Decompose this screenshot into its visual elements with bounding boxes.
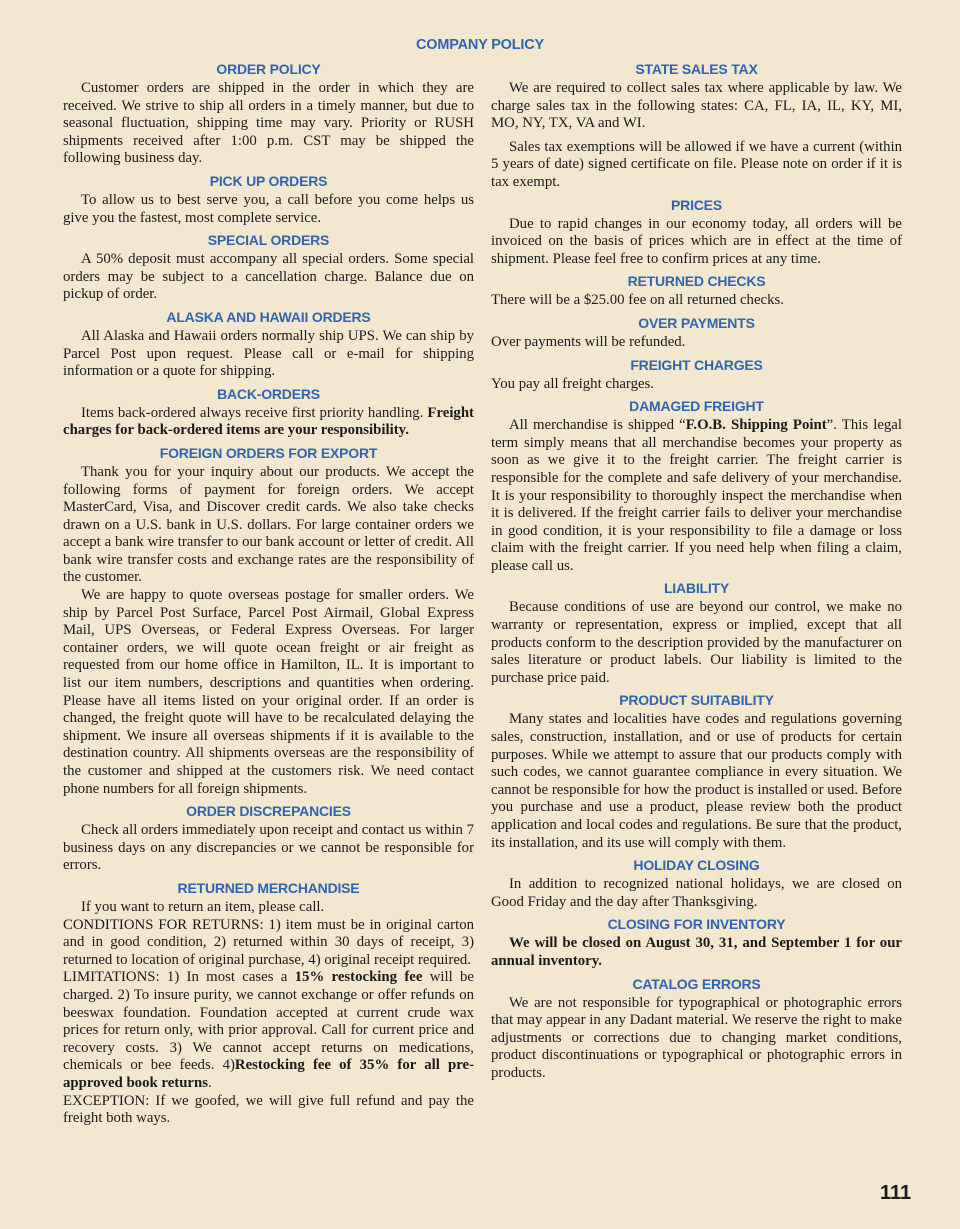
paragraph [63, 969, 474, 1092]
section-title: CATALOG ERRORS [632, 975, 761, 992]
section-special-orders [63, 231, 474, 304]
section-title: LIABILITY [663, 580, 730, 597]
section-returned-checks [491, 272, 902, 310]
section-title: RETURNED CHECKS [627, 273, 766, 290]
section-title: DAMAGED FREIGHT [629, 398, 764, 415]
paragraph [63, 405, 474, 440]
page-number: 111 [880, 1182, 912, 1204]
section-damaged-freight [491, 397, 902, 575]
paragraph: Many states and localities have codes and regulations governing sales, construction, installation, and or use of products for certain purposes. While we attempt to assure that our products comply with such codes, we cannot guarantee compliance in every situation. We cannot be responsible for how the product is installed or used. Before you purchase and use a product, please review both the product application and local codes and regulations. Be sure that the product, its installation, and its use will comply with them. [491, 711, 902, 851]
section-title: ALASKA AND HAWAII ORDERS [166, 308, 371, 325]
section-foreign-orders [63, 444, 474, 798]
paragraph: We are required to collect sales tax where applicable by law. We charge sales tax in the following states: CA, FL, IA, IL, KY, MI, MO, NY, TX, VA and WI. [491, 80, 902, 132]
paragraph: In addition to recognized national holidays, we are closed on Good Friday and the day after Thanksgiving. [491, 876, 902, 910]
paragraph: We are happy to quote overseas postage for smaller orders. We ship by Parcel Post Surface, Parcel Post Airmail, Global Express Mail, UPS Overseas, or Federal Express Overseas. For larger container orders, we will quote ocean freight or air freight as requested from our home office in Hamilton, IL. It is important to list our item numbers, descriptions and quantities when ordering. Please have all items listed on your original order. If an order is changed, the freight quote will have to be recalculated delaying the shipment. We insure all overseas shipments if it is available to the destination country. All shipments overseas are the responsibility of the customer and shipped at the customers risk. We need contact phone numbers for all foreign shipments. [63, 587, 474, 797]
left-column [63, 60, 474, 1128]
paragraph: Due to rapid changes in our economy today, all orders will be invoiced on the basis of prices which are in effect at the time of shipment. Please feel free to confirm prices at any time. [491, 215, 902, 267]
section-title: CLOSING FOR INVENTORY [607, 916, 786, 933]
section-pick-up-orders [63, 172, 474, 227]
paragraph: There will be a $25.00 fee on all returned checks. [491, 292, 784, 309]
bold-text: Freight charges for back-ordered items are your responsibility. [63, 404, 474, 439]
section-liability [491, 579, 902, 687]
text: LIMITATIONS: 1) In most cases a [63, 969, 295, 986]
text: All merchandise is shipped “ [509, 417, 686, 434]
section-title: PRICES [671, 196, 722, 213]
paragraph: We will be closed on August 30, 31, and September 1 for our annual inventory. [491, 935, 902, 969]
paragraph: Thank you for your inquiry about our products. We accept the following forms of payment for foreign orders. We accept MasterCard, Visa, and Discover credit cards. We also take checks drawn on a U.S. bank in U.S. dollars. For large container orders we accept a bank wire transfer to our bank account or letter of credit. All bank wire transfer costs and exchange rates are the responsibility of the customer. [63, 463, 474, 586]
text: will be charged. 2) To insure purity, we cannot exchange or offer refunds on beeswax foundation. Foundation accepted at current crude wax prices for return only, with prior approval. Call for current price and recovery costs. 3) We cannot accept returns on medications, chemicals or bee feeds. 4) [63, 969, 474, 1074]
paragraph: If you want to return an item, please call. [81, 898, 325, 915]
section-title: ORDER DISCREPANCIES [186, 803, 351, 820]
paragraph: CONDITIONS FOR RETURNS: 1) item must be in original carton and in good condition, 2) returned within 30 days of receipt, 3) returned to location of original purchase, 4) original receipt required. [63, 916, 474, 968]
section-title: OVER PAYMENTS [638, 314, 755, 331]
section-state-sales-tax [491, 60, 902, 192]
paragraph: Customer orders are shipped in the order in which they are received. We strive to ship all orders in a timely manner, but due to seasonal fluctuation, shipping time may vary. Priority or RUSH shipments received after 1:00 p.m. CST may be shipped the following business day. [63, 80, 474, 167]
section-title: ORDER POLICY [216, 61, 321, 77]
section-product-suitability [491, 691, 902, 852]
bold-text: F.O.B. Shipping Point [685, 417, 827, 434]
text: ”. This legal term simply means that all merchandise becomes your property as soon as we give it to the freight carrier. The freight carrier is responsible for the complete and safe delivery of your merchandise. It is your responsibility to thoroughly inspect the merchandise when it is delivered. If the freight carrier fails to deliver your merchandise in good condition, it is your responsibility to file a damage or loss claim with the freight carrier. If you need help when filing a claim, please call us. [491, 417, 902, 574]
section-prices [491, 196, 902, 269]
section-catalog-errors [491, 975, 902, 1083]
section-title: SPECIAL ORDERS [207, 232, 330, 249]
section-title: PRODUCT SUITABILITY [619, 692, 774, 709]
section-alaska-hawaii [63, 308, 474, 381]
section-freight-charges [491, 356, 902, 394]
section-order-policy [63, 60, 474, 168]
section-order-discrepancies [63, 802, 474, 875]
paragraph: A 50% deposit must accompany all special orders. Some special orders may be subject to a cancellation charge. Balance due on pickup of order. [63, 251, 474, 303]
text: . [208, 1074, 212, 1091]
section-closing-for-inventory [491, 915, 902, 970]
section-holiday-closing [491, 856, 902, 911]
paragraph: You pay all freight charges. [491, 375, 655, 392]
paragraph [491, 417, 902, 575]
paragraph: To allow us to best serve you, a call before you come helps us give you the fastest, most complete service. [63, 191, 474, 226]
section-title: BACK-ORDERS [217, 385, 320, 402]
section-returned-merchandise [63, 879, 474, 1128]
section-title: RETURNED MERCHANDISE [177, 879, 360, 896]
right-column [491, 60, 902, 1083]
paragraph: Sales tax exemptions will be allowed if we have a current (within 5 years of date) signed certificate on file. Please note on order if it is tax exempt. [491, 138, 902, 190]
section-back-orders [63, 385, 474, 440]
bold-text: Restocking fee of 35% for all pre-approved book returns [63, 1057, 474, 1091]
page-title: COMPANY POLICY [416, 37, 544, 53]
paragraph: Check all orders immediately upon receipt and contact us within 7 business days on any discrepancies or we cannot be responsible for errors. [63, 822, 474, 874]
text: Items back-ordered always receive first priority handling. [81, 404, 424, 421]
section-title: PICK UP ORDERS [209, 172, 328, 189]
section-over-payments [491, 314, 902, 352]
section-title: FOREIGN ORDERS FOR EXPORT [159, 444, 378, 461]
section-title: FREIGHT CHARGES [630, 356, 763, 373]
paragraph: Over payments will be refunded. [491, 333, 686, 350]
section-title: STATE SALES TAX [635, 61, 758, 77]
bold-text: 15% restocking fee [294, 969, 423, 986]
section-title: HOLIDAY CLOSING [633, 857, 760, 874]
paragraph: All Alaska and Hawaii orders normally ship UPS. We can ship by Parcel Post upon request. Please call or e-mail for shipping information or a quote for shipping. [63, 327, 474, 380]
paragraph: EXCEPTION: If we goofed, we will give full refund and pay the freight both ways. [63, 1092, 474, 1127]
paragraph: We are not responsible for typographical or photographic errors that may appear in any Dadant material. We reserve the right to make adjustments or corrections due to changing market conditions, product discontinuations or typographical or photographic errors in products. [491, 994, 902, 1081]
paragraph: Because conditions of use are beyond our control, we make no warranty or representation, express or implied, except that all products conform to the description provided by the manufacturer on sales literature or product labels. Our liability is limited to the purchase price paid. [491, 599, 902, 686]
